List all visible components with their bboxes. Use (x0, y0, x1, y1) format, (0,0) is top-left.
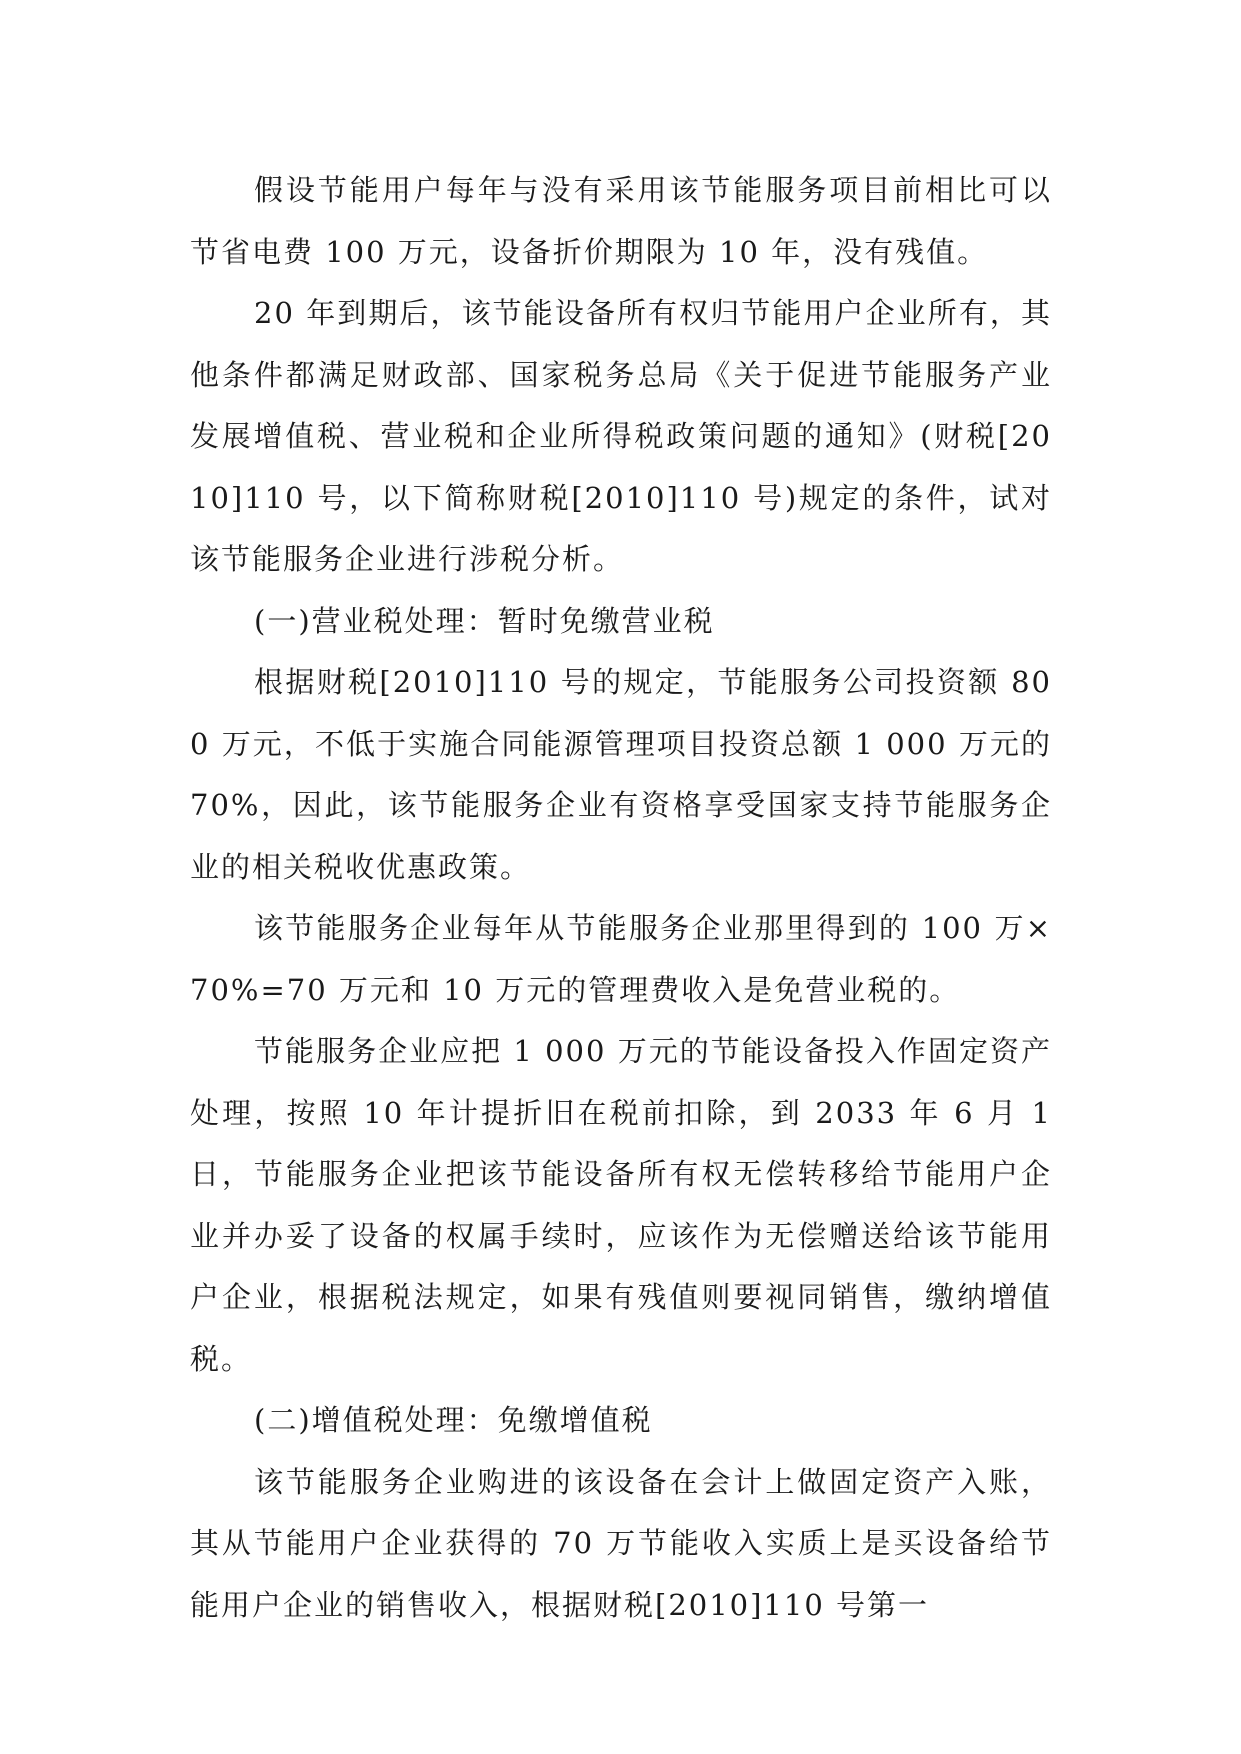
paragraph-fixed-asset-treatment: 节能服务企业应把 1 000 万元的节能设备投入作固定资产处理，按照 10 年计提折旧在税前扣除，到 2033 年 6 月 1 日，节能服务企业把该节能设备所有权无偿转移给节能用户企业并办妥了设备的权属手续时，应该作为无偿赠送给该节能用户企业，根据税法规定，如果有残值则要视同销售，缴纳增值税。 (190, 1034, 1052, 1376)
paragraph-income-exemption: 该节能服务企业每年从节能服务企业那里得到的 100 万×70%=70 万元和 10 万元的管理费收入是免营业税的。 (190, 911, 1052, 1007)
paragraph-ownership-transfer: 20 年到期后，该节能设备所有权归节能用户企业所有，其他条件都满足财政部、国家税务总局《关于促进节能服务产业发展增值税、营业税和企业所得税政策问题的通知》(财税[2010]110 号，以下简称财税[2010]110 号)规定的条件，试对该节能服务企业进行涉税分析。 (190, 296, 1052, 576)
paragraph-investment-eligibility: 根据财税[2010]110 号的规定，节能服务公司投资额 800 万元，不低于实施合同能源管理项目投资总额 1 000 万元的 70%，因此，该节能服务企业有资格享受国家支持节能服务企业的相关税收优惠政策。 (190, 665, 1052, 884)
paragraph-vat-analysis: 该节能服务企业购进的该设备在会计上做固定资产入账，其从节能用户企业获得的 70 万节能收入实质上是买设备给节能用户企业的销售收入，根据财税[2010]110 号第一 (190, 1464, 1052, 1622)
paragraph-savings-assumption: 假设节能用户每年与没有采用该节能服务项目前相比可以节省电费 100 万元，设备折价期限为 10 年，没有残值。 (190, 173, 1052, 269)
section-heading-vat: (二)增值税处理：免缴增值税 (254, 1403, 653, 1437)
document-body (190, 160, 1052, 1636)
section-heading-business-tax: (一)营业税处理：暂时免缴营业税 (254, 603, 715, 638)
